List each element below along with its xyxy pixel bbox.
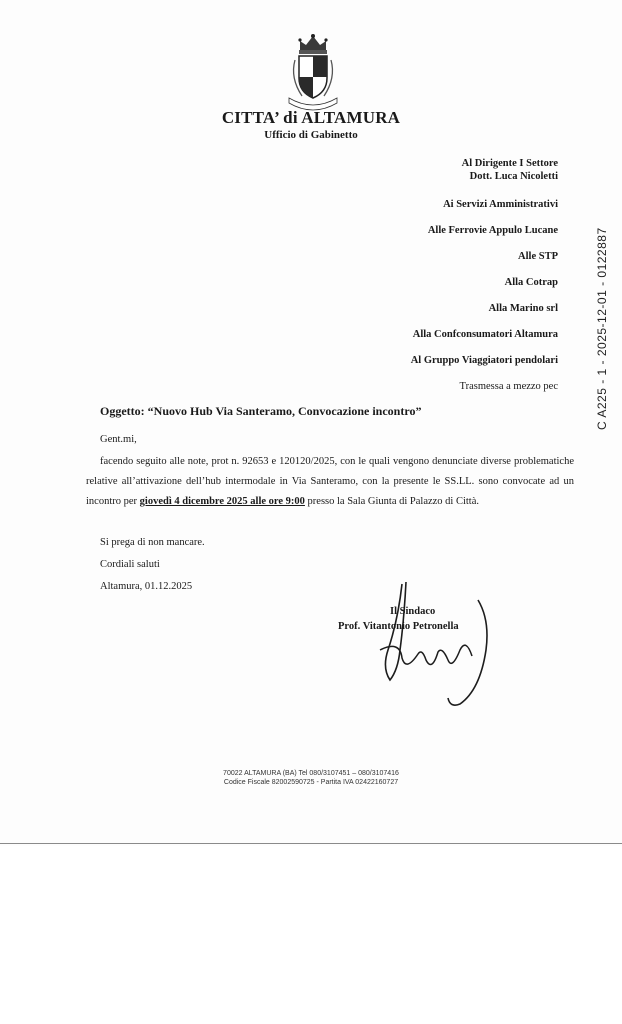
recipient-item: Alla Cotrap: [504, 277, 558, 288]
handwritten-signature-icon: [340, 580, 510, 710]
letter-subject: Oggetto: “Nuovo Hub Via Santeramo, Convocazione incontro”: [100, 404, 422, 418]
meeting-datetime: giovedì 4 dicembre 2025 alle ore 9:00: [139, 496, 305, 507]
recipient-item: Ai Servizi Amministrativi: [443, 199, 558, 210]
city-title: CITTA’ di ALTAMURA: [221, 108, 401, 127]
closing-line: Si prega di non mancare.: [100, 537, 205, 548]
letter-greeting: Gent.mi,: [100, 434, 137, 445]
paragraph-text: facendo seguito alle note, prot n. 92653 e 120120/2025, con le quali vengono denunciate diverse problematiche relative all’attivazione dell’hub intermodale in Via Santeramo, con la presente le SS.LL. sono convocate ad un incontro per: [86, 456, 574, 507]
recipient-item: Alla Marino srl: [488, 303, 558, 314]
recipient-item: Alla Confconsumatori Altamura: [412, 329, 558, 340]
letter-paragraph: [86, 452, 574, 512]
recipient-item: Alle STP: [518, 251, 558, 262]
footer-tax-codes: Codice Fiscale 82002590725 - Partita IVA 02422160727: [223, 779, 399, 786]
altamura-coat-of-arms-icon: [282, 30, 344, 114]
signatory-name: Prof. Vitantonio Petronella: [338, 621, 459, 632]
paragraph-text: presso la Sala Giunta di Palazzo di Città.: [304, 496, 480, 507]
recipient-item: Al Gruppo Viaggiatori pendolari: [410, 355, 558, 366]
recipient-item: Dott. Luca Nicoletti: [469, 171, 558, 182]
signatory-title: Il Sindaco: [390, 606, 436, 617]
closing-line: Cordiali saluti: [100, 559, 160, 570]
footer-address: 70022 ALTAMURA (BA) Tel 080/3107451 – 080/3107416: [223, 770, 399, 777]
protocol-stamp: C A225 - 1 - 2025-12-01 - 0122887: [595, 227, 609, 430]
letter-closing: [100, 533, 205, 599]
office-subtitle: Ufficio di Gabinetto: [264, 129, 358, 141]
transmission-note: Trasmessa a mezzo pec: [459, 381, 558, 392]
page-bottom-edge: [0, 843, 622, 844]
recipient-item: Al Dirigente I Settore: [461, 158, 558, 169]
place-date: Altamura, 01.12.2025: [100, 581, 193, 592]
recipient-list: [228, 157, 558, 393]
recipient-item: Alle Ferrovie Appulo Lucane: [427, 225, 558, 236]
